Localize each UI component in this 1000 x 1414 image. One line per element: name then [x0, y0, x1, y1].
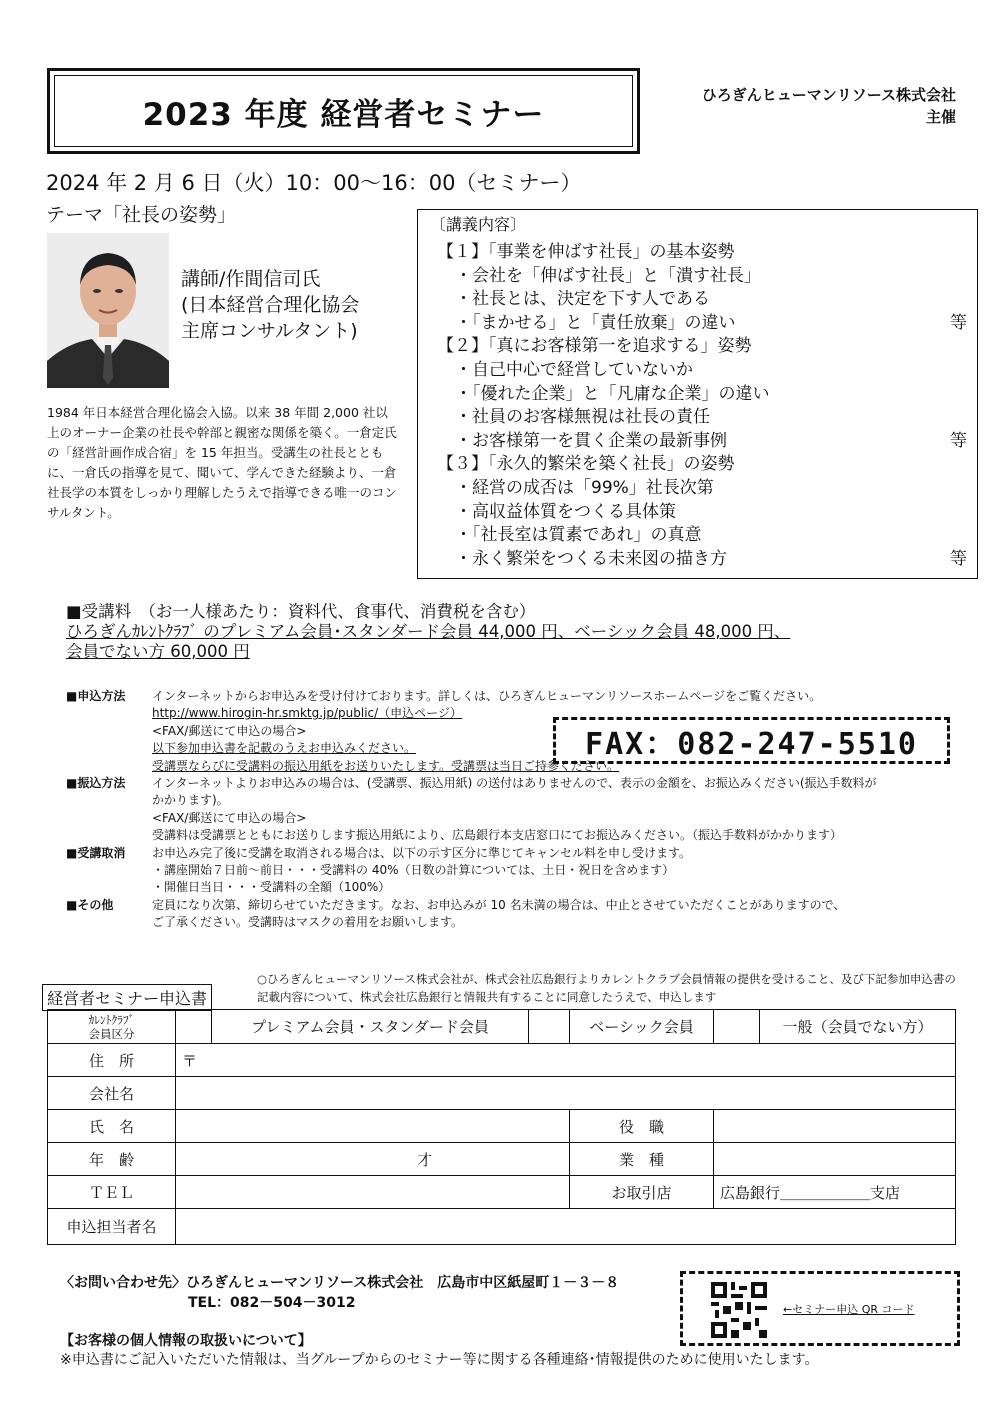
apply-line: 受講票ならびに受講料の振込用紙をお送りいたします。受講票は当日ご持参ください。 — [152, 758, 620, 773]
lecture-item-note: 等 — [950, 548, 967, 569]
position-label: 役 職 — [570, 1110, 714, 1143]
lecture-item-text: ・「まかせる」と「責任放棄」の違い — [455, 312, 736, 333]
form-title: 経営者セミナー申込書 — [42, 984, 212, 1011]
cancel-line: お申込み完了後に受講を取消される場合は、以下の示す区分に準じてキャンセル料を申し受けます。 — [152, 845, 692, 860]
lecture-item-note: 等 — [950, 312, 967, 333]
lecturer-info — [181, 266, 359, 344]
lecture-item — [437, 312, 967, 336]
lecture-item-text: ・「優れた企業」と「凡庸な企業」の違い — [455, 383, 770, 404]
lecture-item — [437, 265, 967, 289]
age-label: 年 齢 — [48, 1143, 176, 1176]
lecture-item-text: ・高収益体質をつくる具体策 — [455, 501, 676, 522]
premium-checkbox[interactable] — [176, 1010, 212, 1044]
qr-code-icon[interactable] — [711, 1282, 767, 1338]
address-field[interactable] — [176, 1044, 956, 1077]
lecturer-bio: 1984 年日本経営合理化協会入協。以来 38 年間 2,000 社以上のオーナー企業の社長や幹部と親密な関係を築く。一倉定氏の「経営計画作成合宿」を 15 年担当。受講生の社長とともに、一倉氏の指導を見て、聞いて、学んできた経験より、一倉社長学の本質をしっかり理解したうえで指導できる唯一のコンサルタント。 — [47, 405, 398, 520]
cancel-line: ・講座開始７日前〜前日・・・受講料の 40%（日数の計算については、土日・祝日を含めます） — [152, 863, 675, 878]
lecture-item — [437, 383, 967, 407]
lecture-item-text: ・社員のお客様無視は社長の責任 — [455, 407, 710, 428]
other-line: ご了承ください。受講時はマスクの着用をお願いします。 — [152, 915, 464, 930]
bank-label: お取引店 — [570, 1176, 714, 1209]
other-line: 定員になり次第、締切らせていただきます。なお、お申込みが 10 名未満の場合は、中止とさせていただくことがありますので、 — [152, 897, 846, 912]
fee-members: ひろぎんｶﾚﾝﾄｸﾗﾌﾞ のプレミアム会員･スタンダード会員 44,000 円、ベーシック会員 48,000 円、 — [66, 622, 791, 641]
privacy-heading: 【お客様の個人情報の取扱いについて】 — [60, 1333, 312, 1349]
fee-nonmembers: 会員でない方 60,000 円 — [66, 642, 250, 661]
transfer-label: ■振込方法 — [66, 776, 126, 791]
organizer-name: ひろぎんヒューマンリソース株式会社 — [701, 86, 956, 104]
transfer-line: かかります)。 — [152, 793, 229, 808]
company-field[interactable] — [176, 1077, 956, 1110]
lecture-item-text: ・お客様第一を貫く企業の最新事例 — [455, 430, 727, 451]
lecture-item-text: ・永く繁栄をつくる未来図の描き方 — [455, 548, 727, 569]
contact-address: 〈お問い合わせ先〉ひろぎんヒューマンリソース株式会社 広島市中区紙屋町１－３－８ — [60, 1275, 620, 1291]
application-form — [47, 1009, 956, 1245]
contact-info — [60, 1273, 619, 1313]
lecture-item-text: 【１】「事業を伸ばす社長」の基本姿勢 — [437, 242, 735, 262]
apply-url-link[interactable]: http://www.hirogin-hr.smktg.jp/public/（申込ページ） — [152, 706, 462, 721]
lecture-list — [437, 241, 967, 571]
name-field[interactable] — [176, 1110, 570, 1143]
cancel-line: ・開催日当日・・・受講料の全額（100%） — [152, 880, 391, 895]
industry-label: 業 種 — [570, 1143, 714, 1176]
organizer — [670, 84, 956, 128]
other-label: ■その他 — [66, 897, 114, 912]
consent-text: ○ひろぎんヒューマンリソース株式会社が、株式会社広島銀行よりカレントクラブ会員情報の提供を受けること、及び下記参加申込書の記載内容について、株式会社広島銀行と情報共有することに同意したうえで、申込します — [257, 972, 956, 1004]
lecturer-org: (日本経営合理化協会 — [181, 294, 360, 316]
lecture-item — [437, 241, 967, 265]
contact-person-field[interactable] — [176, 1209, 956, 1245]
fee-section — [66, 602, 966, 662]
industry-field[interactable] — [714, 1143, 956, 1176]
member-type-label: ｶﾚﾝﾄｸﾗﾌﾞ 会員区分 — [48, 1010, 176, 1044]
lecture-item — [437, 288, 967, 312]
company-label: 会社名 — [48, 1077, 176, 1110]
lecture-item — [437, 430, 967, 454]
qr-label: ←セミナー申込 QR コード — [783, 1303, 915, 1316]
lecturer-name: 講師/作間信司氏 — [181, 268, 321, 290]
apply-line: <FAX/郵送にて申込の場合> — [152, 723, 307, 738]
title-frame — [47, 68, 640, 154]
lecture-item-text: ・経営の成否は「99%」社長次第 — [455, 477, 714, 498]
cancel-label: ■受講取消 — [66, 845, 126, 860]
contact-tel: TEL：082－504－3012 — [188, 1295, 356, 1311]
option-basic: ベーシック会員 — [570, 1010, 714, 1044]
lecture-item — [437, 524, 967, 548]
apply-label: ■申込方法 — [66, 689, 126, 703]
transfer-line: インターネットよりお申込みの場合は、(受講票、振込用紙) の送付はありませんので、表示の金額を、お振込みください(振込手数料が — [152, 776, 877, 791]
lecture-item-text: ・社長とは、決定を下す人である — [455, 289, 710, 310]
postal-mark: 〒 — [182, 1051, 198, 1070]
position-field[interactable] — [714, 1110, 956, 1143]
transfer-line: <FAX/郵送にて申込の場合> — [152, 810, 307, 825]
lecture-item-text: ・「社長室は質素であれ」の真意 — [455, 525, 702, 546]
lecture-item — [437, 548, 967, 572]
lecture-item — [437, 453, 967, 477]
page-title: 2023 年度 経営者セミナー — [54, 75, 633, 147]
option-general: 一般（会員でない方） — [760, 1010, 956, 1044]
lecture-heading: 〔講義内容〕 — [430, 215, 527, 234]
apply-line: インターネットからお申込みを受け付けております。詳しくは、ひろぎんヒューマンリソースホームページをご覧ください。 — [152, 689, 822, 703]
transfer-line: 受講料は受講票とともにお送りします振込用紙により、広島銀行本支店窓口にてお振込みください。（振込手数料がかかります） — [152, 828, 843, 843]
lecture-item-text: 【３】「永久的繁栄を築く社長」の姿勢 — [437, 454, 735, 475]
name-label: 氏 名 — [48, 1110, 176, 1143]
lecture-item — [437, 406, 967, 430]
address-label: 住 所 — [48, 1044, 176, 1077]
bank-field[interactable]: 広島銀行＿＿＿＿＿＿支店 — [714, 1176, 956, 1209]
lecture-item-text: 【２】「真にお客様第一を追求する」姿勢 — [437, 336, 752, 357]
event-theme: テーマ「社長の姿勢」 — [46, 204, 237, 226]
basic-checkbox[interactable] — [529, 1010, 570, 1044]
lecture-item — [437, 501, 967, 525]
fee-heading: ■受講料 （お一人様あたり：資料代、食事代、消費税を含む） — [66, 602, 536, 621]
lecture-item — [437, 335, 967, 359]
lecture-item-text: ・会社を「伸ばす社長」と「潰す社長」 — [455, 265, 761, 286]
contact-person-label: 申込担当者名 — [48, 1209, 176, 1245]
general-checkbox[interactable] — [714, 1010, 760, 1044]
age-field[interactable] — [176, 1143, 570, 1176]
event-date: 2024 年 2 月 6 日（火）10：00〜16：00（セミナー） — [46, 171, 582, 195]
lecture-item-note: 等 — [950, 430, 967, 451]
lecture-item — [437, 359, 967, 383]
lecturer-title: 主席コンサルタント) — [181, 320, 358, 342]
privacy-text: ※申込書にご記入いただいた情報は、当グループからのセミナー等に関する各種連絡･情報提供のために使用いたします。 — [60, 1352, 819, 1368]
option-premium: プレミアム会員・スタンダード会員 — [212, 1010, 529, 1044]
lecturer-photo — [47, 233, 169, 388]
tel-field[interactable] — [176, 1176, 570, 1209]
lecture-item — [437, 477, 967, 501]
organizer-role: 主催 — [925, 108, 956, 126]
lecture-item-text: ・自己中心で経営していないか — [455, 359, 693, 380]
apply-line: 以下参加申込書を記載のうえお申込みください。 — [152, 741, 417, 756]
fax-number: FAX：082-247-5510 — [553, 717, 950, 764]
age-unit: 才 — [416, 1150, 432, 1169]
tel-label: ＴＥＬ — [48, 1176, 176, 1209]
